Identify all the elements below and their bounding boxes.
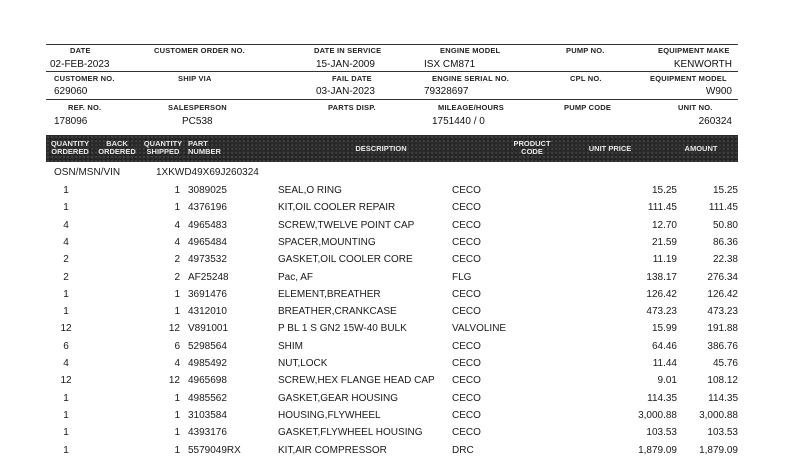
part-number-cell: 4376196 — [188, 202, 227, 214]
qty-shipped-cell: 2 — [174, 254, 180, 266]
ref-no-label: REF. NO. — [68, 103, 102, 112]
unit-price-cell: 15.99 — [651, 323, 677, 335]
amount-cell: 111.45 — [708, 202, 738, 214]
date-in-service-value: 15-JAN-2009 — [316, 59, 375, 70]
part-number-cell: 4965698 — [188, 375, 227, 387]
header-rule-1 — [46, 71, 738, 72]
table-row — [0, 185, 798, 202]
col-qty-ordered-line2: ORDERED — [51, 147, 89, 156]
description-cell: KIT,OIL COOLER REPAIR — [278, 202, 396, 214]
part-number-cell: 4965484 — [188, 236, 227, 248]
equipment-make-label: EQUIPMENT MAKE — [658, 46, 730, 55]
equipment-make-value: KENWORTH — [673, 59, 732, 70]
amount-cell: 191.88 — [707, 323, 738, 335]
vin-value: 1XKWD49X69J260324 — [156, 167, 259, 178]
table-row — [0, 202, 798, 219]
product-code-cell: CECO — [452, 392, 481, 404]
col-part-number — [188, 140, 228, 156]
qty-shipped-cell: 1 — [174, 427, 180, 439]
amount-cell: 473.23 — [707, 306, 738, 318]
qty-shipped-cell: 12 — [168, 323, 180, 335]
description-cell: GASKET,GEAR HOUSING — [278, 392, 399, 404]
qty-shipped-cell: 1 — [174, 444, 180, 456]
amount-cell: 15.25 — [712, 185, 738, 196]
table-row — [0, 358, 798, 375]
qty-shipped-cell: 4 — [174, 236, 180, 248]
qty-ordered-cell: 1 — [63, 392, 69, 404]
mileage-label: MILEAGE/HOURS — [438, 103, 504, 112]
description-cell: BREATHER,CRANKCASE — [278, 306, 397, 318]
qty-ordered-cell: 1 — [63, 288, 69, 300]
ref-no-value: 178096 — [54, 116, 88, 127]
table-row — [0, 393, 798, 410]
unit-price-cell: 103.53 — [646, 427, 677, 439]
product-code-cell: CECO — [452, 340, 481, 352]
product-code-cell: FLG — [452, 271, 472, 283]
unit-price-cell: 111.45 — [647, 202, 677, 214]
qty-ordered-cell: 12 — [60, 375, 72, 387]
table-row — [0, 445, 798, 462]
unit-price-cell: 9.01 — [657, 375, 677, 387]
fail-date-label: FAIL DATE — [332, 74, 372, 83]
amount-cell: 3,000.88 — [699, 409, 738, 421]
part-number-cell: 4393176 — [188, 427, 227, 439]
product-code-cell: CECO — [452, 254, 481, 266]
unit-price-cell: 64.46 — [651, 340, 677, 352]
product-code-cell: CECO — [452, 375, 481, 387]
part-number-cell: 4973532 — [188, 254, 227, 266]
unit-price-cell: 15.25 — [651, 185, 677, 196]
description-cell: P BL 1 S GN2 15W-40 BULK — [278, 323, 407, 335]
table-row — [0, 220, 798, 237]
engine-model-label: ENGINE MODEL — [440, 46, 501, 55]
col-product-code-line1: PRODUCT — [513, 139, 551, 148]
mileage-value: 1751440 / 0 — [432, 116, 485, 127]
qty-ordered-cell: 1 — [63, 427, 69, 439]
qty-shipped-cell: 1 — [174, 306, 180, 318]
part-number-cell: 3103584 — [188, 409, 227, 421]
qty-shipped-cell: 1 — [174, 409, 180, 421]
product-code-cell: CECO — [452, 358, 481, 369]
qty-ordered-cell: 1 — [63, 444, 69, 456]
qty-ordered-cell: 12 — [60, 323, 72, 335]
part-number-cell: 4985562 — [188, 392, 227, 404]
part-number-cell: 4312010 — [188, 306, 227, 318]
description-cell: SEAL,O RING — [278, 185, 342, 196]
col-unit-price: UNIT PRICE — [588, 144, 632, 153]
product-code-cell: CECO — [452, 288, 481, 300]
col-product-code-line2: CODE — [521, 147, 543, 156]
product-code-cell: CECO — [452, 185, 481, 196]
col-amount: AMOUNT — [684, 144, 718, 153]
qty-ordered-cell: 1 — [63, 409, 69, 421]
amount-cell: 103.53 — [707, 427, 738, 439]
amount-cell: 1,879.09 — [699, 444, 738, 456]
product-code-cell: CECO — [452, 306, 481, 318]
product-code-cell: VALVOLINE — [452, 323, 507, 335]
qty-ordered-cell: 4 — [63, 236, 69, 248]
pump-no-label: PUMP NO. — [566, 46, 605, 55]
amount-cell: 386.76 — [707, 340, 738, 352]
col-part-number-line2: NUMBER — [188, 147, 221, 156]
qty-shipped-cell: 4 — [174, 219, 180, 231]
part-number-cell: V891001 — [188, 323, 229, 335]
unit-price-cell: 11.19 — [652, 254, 677, 266]
qty-ordered-cell: 4 — [63, 219, 69, 231]
unit-price-cell: 3,000.88 — [638, 409, 677, 421]
description-cell: SCREW,HEX FLANGE HEAD CAP — [278, 375, 435, 387]
product-code-cell: CECO — [452, 427, 481, 439]
part-number-cell: 5298564 — [188, 340, 227, 352]
table-row — [0, 272, 798, 289]
product-code-cell: CECO — [452, 219, 481, 231]
product-code-cell: DRC — [452, 444, 474, 456]
part-number-cell: AF25248 — [188, 271, 229, 283]
unit-price-cell: 126.42 — [646, 288, 677, 300]
description-cell: SCREW,TWELVE POINT CAP — [278, 219, 415, 231]
product-code-cell: CECO — [452, 236, 481, 248]
description-cell: GASKET,OIL COOLER CORE — [278, 254, 413, 266]
col-back-ordered-line2: ORDERED — [98, 147, 136, 156]
fail-date-value: 03-JAN-2023 — [316, 86, 375, 97]
cpl-no-label: CPL NO. — [570, 74, 602, 83]
unit-price-cell: 12.70 — [651, 219, 677, 231]
amount-cell: 114.35 — [708, 392, 738, 404]
qty-ordered-cell: 1 — [63, 185, 69, 196]
description-cell: GASKET,FLYWHEEL HOUSING — [278, 427, 423, 439]
qty-shipped-cell: 1 — [174, 288, 180, 300]
vin-label: OSN/MSN/VIN — [54, 167, 121, 178]
qty-ordered-cell: 4 — [63, 358, 69, 369]
unit-price-cell: 11.44 — [652, 358, 677, 369]
unit-no-label: UNIT NO. — [678, 103, 713, 112]
table-row — [0, 237, 798, 254]
qty-ordered-cell: 6 — [63, 340, 69, 352]
description-cell: Pac, AF — [278, 271, 314, 283]
description-cell: KIT,AIR COMPRESSOR — [278, 444, 387, 456]
unit-no-value: 260324 — [698, 116, 732, 127]
table-row — [0, 375, 798, 392]
description-cell: SPACER,MOUNTING — [278, 236, 376, 248]
date-in-service-label: DATE IN SERVICE — [314, 46, 382, 55]
amount-cell: 22.38 — [712, 254, 738, 266]
table-row — [0, 254, 798, 271]
customer-no-value: 629060 — [54, 86, 88, 97]
engine-serial-value: 79328697 — [424, 86, 469, 97]
col-qty-ordered-line1: QUANTITY — [50, 139, 90, 148]
qty-shipped-cell: 1 — [174, 185, 180, 196]
qty-ordered-cell: 2 — [63, 271, 69, 283]
unit-price-cell: 473.23 — [646, 306, 677, 318]
header-rule-top — [46, 44, 738, 45]
description-cell: HOUSING,FLYWHEEL — [278, 409, 381, 421]
equipment-model-label: EQUIPMENT MODEL — [650, 74, 727, 83]
ship-via-label: SHIP VIA — [178, 74, 212, 83]
col-qty-shipped-line2: SHIPPED — [146, 147, 180, 156]
col-back-ordered — [94, 140, 140, 156]
qty-shipped-cell: 1 — [174, 202, 180, 214]
engine-model-value: ISX CM871 — [424, 59, 476, 70]
amount-cell: 126.42 — [707, 288, 738, 300]
col-qty-shipped — [140, 140, 186, 156]
part-number-cell: 3691476 — [188, 288, 227, 300]
qty-shipped-cell: 6 — [174, 340, 180, 352]
amount-cell: 45.76 — [712, 358, 738, 369]
qty-shipped-cell: 4 — [174, 358, 180, 369]
customer-no-label: CUSTOMER NO. — [54, 74, 115, 83]
amount-cell: 276.34 — [707, 271, 738, 283]
qty-ordered-cell: 1 — [63, 306, 69, 318]
table-row — [0, 306, 798, 323]
qty-ordered-cell: 1 — [63, 202, 69, 214]
col-back-ordered-line1: BACK — [106, 139, 128, 148]
part-number-cell: 5579049RX — [188, 444, 241, 456]
col-qty-shipped-line1: QUANTITY — [143, 139, 183, 148]
table-row — [0, 289, 798, 306]
engine-serial-label: ENGINE SERIAL NO. — [432, 74, 510, 83]
unit-price-cell: 1,879.09 — [638, 444, 677, 456]
description-cell: ELEMENT,BREATHER — [278, 288, 381, 300]
col-part-number-line1: PART — [188, 139, 208, 148]
qty-shipped-cell: 2 — [174, 271, 180, 283]
header-rule-2 — [46, 99, 738, 100]
table-row — [0, 341, 798, 358]
col-qty-ordered — [46, 140, 94, 156]
qty-ordered-cell: 2 — [63, 254, 69, 266]
qty-shipped-cell: 1 — [174, 392, 180, 404]
description-cell: NUT,LOCK — [278, 358, 328, 369]
amount-cell: 50.80 — [712, 219, 738, 231]
part-number-cell: 4965483 — [188, 219, 227, 231]
customer-order-label: CUSTOMER ORDER NO. — [154, 46, 245, 55]
unit-price-cell: 114.35 — [647, 392, 677, 404]
salesperson-value: PC538 — [182, 116, 213, 127]
table-row — [0, 410, 798, 427]
amount-cell: 86.36 — [712, 236, 738, 248]
table-row — [0, 427, 798, 444]
date-value: 02-FEB-2023 — [50, 59, 110, 70]
product-code-cell: CECO — [452, 202, 481, 214]
col-description: DESCRIPTION — [355, 144, 407, 153]
unit-price-cell: 138.17 — [646, 271, 677, 283]
part-number-cell: 3089025 — [188, 185, 227, 196]
product-code-cell: CECO — [452, 409, 481, 421]
date-label: DATE — [70, 46, 91, 55]
col-product-code — [504, 140, 560, 156]
amount-cell: 108.12 — [707, 375, 738, 387]
unit-price-cell: 21.59 — [651, 236, 677, 248]
pump-code-label: PUMP CODE — [564, 103, 612, 112]
equipment-model-value: W900 — [705, 86, 732, 97]
part-number-cell: 4985492 — [188, 358, 227, 369]
table-row — [0, 323, 798, 340]
description-cell: SHIM — [278, 340, 303, 352]
column-header-band — [46, 135, 738, 162]
qty-shipped-cell: 12 — [168, 375, 180, 387]
salesperson-label: SALESPERSON — [168, 103, 227, 112]
parts-disp-label: PARTS DISP. — [328, 103, 376, 112]
